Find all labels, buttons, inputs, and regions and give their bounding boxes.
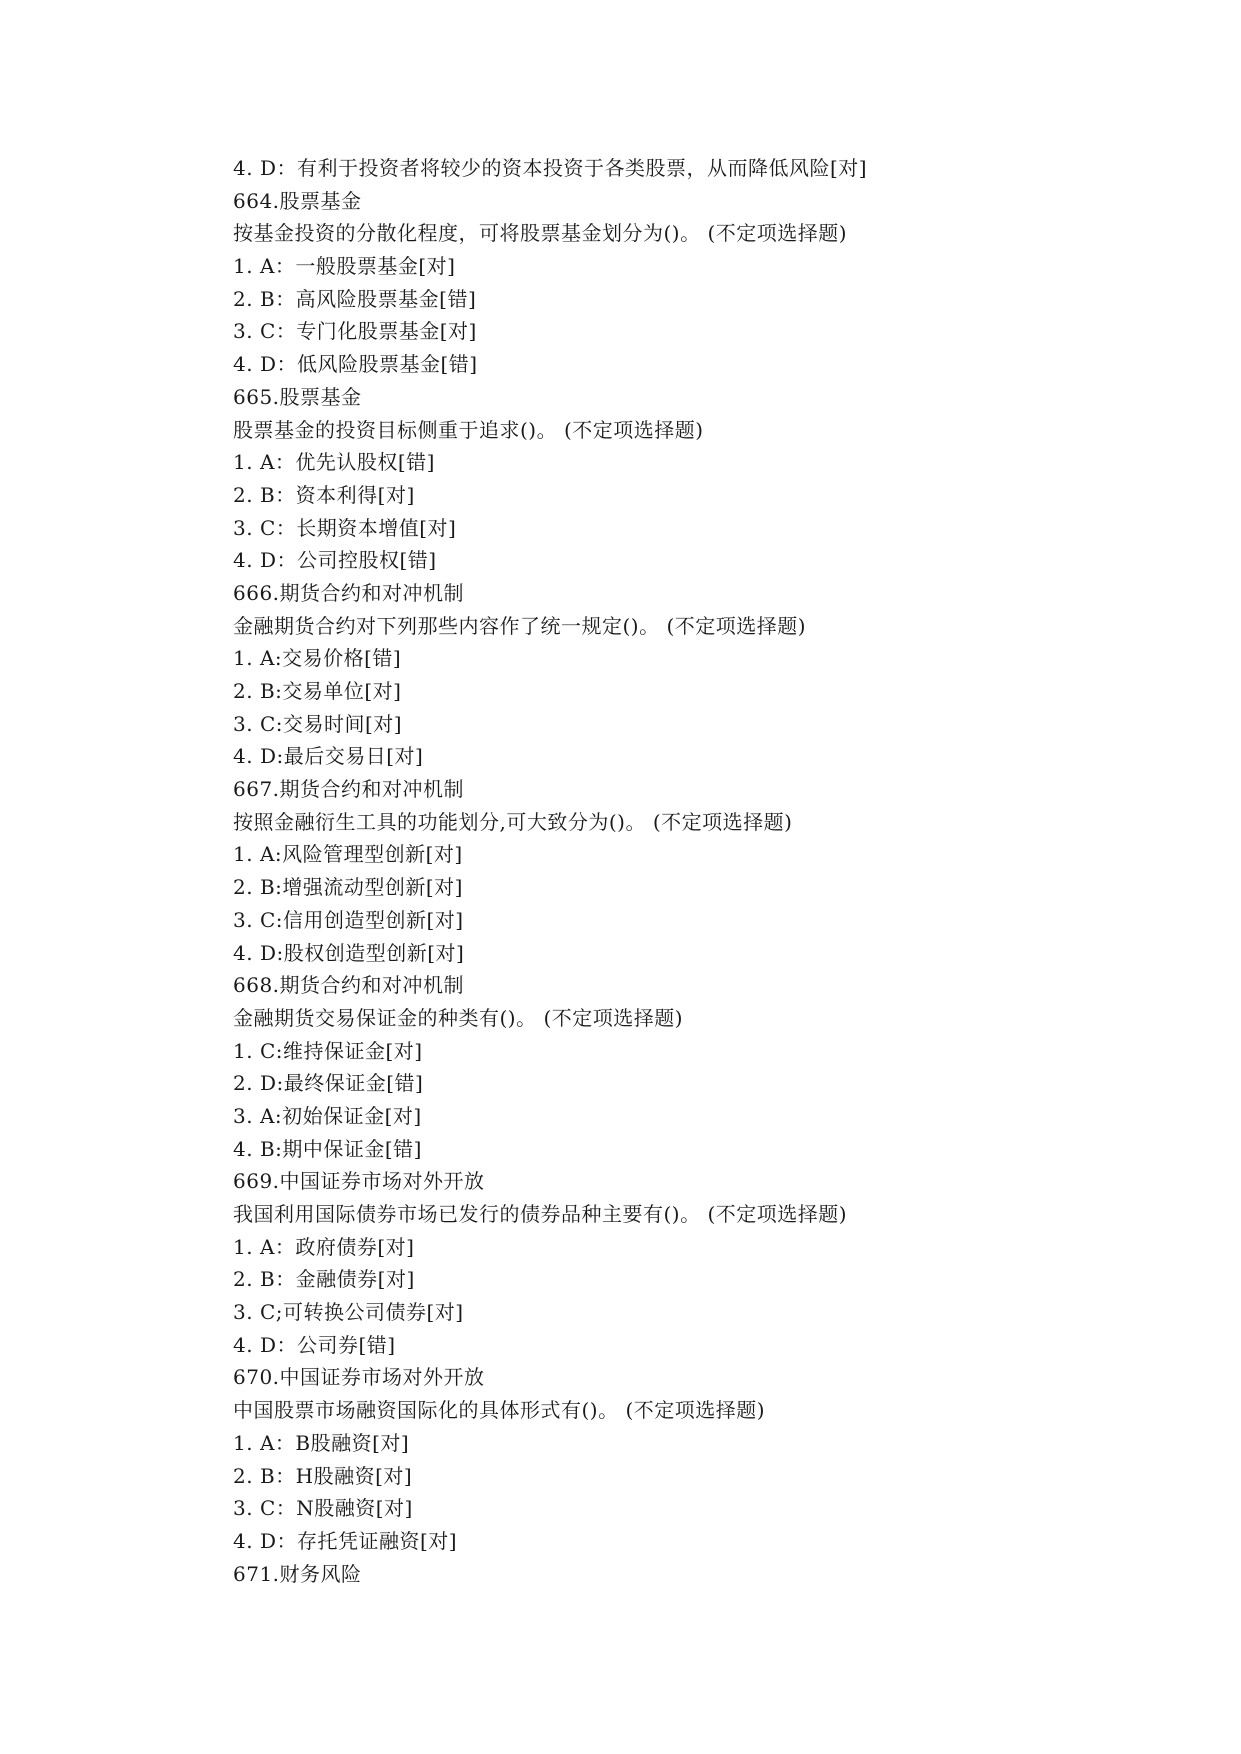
option-line: 3. C:信用创造型创新[对] xyxy=(233,907,464,932)
option-line: 2. B：金融债券[对] xyxy=(233,1267,415,1292)
question-heading: 667.期货合约和对冲机制 xyxy=(233,777,465,802)
option-line: 1. A：政府债券[对] xyxy=(233,1234,415,1259)
option-line: 4. D：存托凭证融资[对] xyxy=(233,1528,458,1553)
option-line: 2. B：高风险股票基金[错] xyxy=(233,286,477,311)
question-heading: 671.财务风险 xyxy=(233,1561,362,1586)
document-body xyxy=(233,152,1133,1590)
question-text: 金融期货合约对下列那些内容作了统一规定()。 (不定项选择题) xyxy=(233,613,807,638)
option-line: 3. C：N股融资[对] xyxy=(233,1496,413,1521)
option-line: 4. D:股权创造型创新[对] xyxy=(233,940,465,965)
option-line: 3. C：专门化股票基金[对] xyxy=(233,319,477,344)
question-heading: 664.股票基金 xyxy=(233,188,362,213)
question-text: 按照金融衍生工具的功能划分,可大致分为()。 (不定项选择题) xyxy=(233,809,793,834)
question-text: 股票基金的投资目标侧重于追求()。 (不定项选择题) xyxy=(233,417,704,442)
option-line: 2. B：H股融资[对] xyxy=(233,1463,413,1488)
option-line: 4. D:最后交易日[对] xyxy=(233,744,424,769)
option-line: 2. D:最终保证金[错] xyxy=(233,1071,424,1096)
option-line: 3. A:初始保证金[对] xyxy=(233,1103,422,1128)
question-heading: 665.股票基金 xyxy=(233,384,362,409)
option-line: 4. D：有利于投资者将较少的资本投资于各类股票，从而降低风险[对] xyxy=(233,156,868,180)
option-line: 2. B：资本利得[对] xyxy=(233,482,415,507)
option-line: 1. A:风险管理型创新[对] xyxy=(233,842,463,867)
option-line: 3. C：长期资本增值[对] xyxy=(233,515,457,540)
option-line: 3. C:交易时间[对] xyxy=(233,711,403,736)
question-heading: 670.中国证券市场对外开放 xyxy=(233,1365,485,1390)
question-text: 中国股票市场融资国际化的具体形式有()。 (不定项选择题) xyxy=(233,1398,766,1423)
option-line: 1. A:交易价格[错] xyxy=(233,646,402,671)
option-line: 1. A：优先认股权[错] xyxy=(233,450,435,475)
option-line: 1. A：一般股票基金[对] xyxy=(233,254,456,279)
option-line: 4. D：公司控股权[错] xyxy=(233,548,437,573)
question-text: 我国利用国际债券市场已发行的债券品种主要有()。 (不定项选择题) xyxy=(233,1202,848,1226)
question-text: 按基金投资的分散化程度，可将股票基金划分为()。 (不定项选择题) xyxy=(233,221,848,246)
option-line: 1. C:维持保证金[对] xyxy=(233,1038,423,1063)
option-line: 1. A：B股融资[对] xyxy=(233,1430,410,1455)
question-heading: 668.期货合约和对冲机制 xyxy=(233,973,465,998)
option-line: 4. B:期中保证金[错] xyxy=(233,1136,422,1161)
option-line: 3. C;可转换公司债券[对] xyxy=(233,1300,464,1325)
option-line: 4. D：低风险股票基金[错] xyxy=(233,352,478,377)
question-text: 金融期货交易保证金的种类有()。 (不定项选择题) xyxy=(233,1005,684,1030)
option-line: 2. B:增强流动型创新[对] xyxy=(233,875,463,900)
option-line: 2. B:交易单位[对] xyxy=(233,679,402,703)
question-heading: 669.中国证券市场对外开放 xyxy=(233,1169,485,1194)
option-line: 4. D：公司券[错] xyxy=(233,1332,396,1357)
question-heading: 666.期货合约和对冲机制 xyxy=(233,580,465,605)
